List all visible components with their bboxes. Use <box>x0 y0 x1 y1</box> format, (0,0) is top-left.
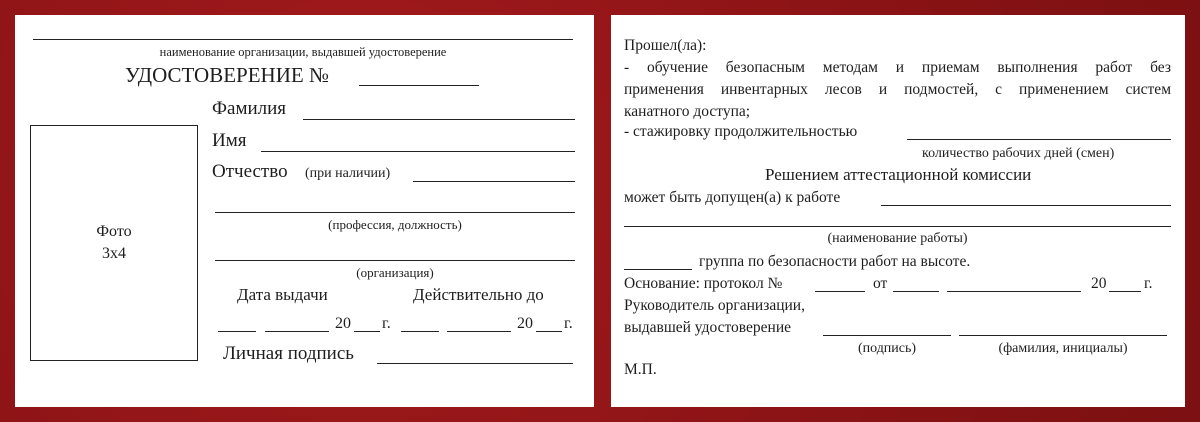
work-caption: (наименование работы) <box>827 231 968 246</box>
valid-day-line[interactable] <box>401 331 439 332</box>
admitted-work-line[interactable] <box>881 205 1171 206</box>
training-line-2: применения инвентарных лесов и подмостей, с применением систем <box>624 81 1171 98</box>
issue-day-line[interactable] <box>218 331 256 332</box>
stamp-label: М.П. <box>624 361 657 378</box>
head-label-1: Руководитель организации, <box>624 297 805 314</box>
org-caption: наименование организации, выдавшей удостоверение <box>159 45 447 59</box>
valid-year-suffix: г. <box>564 315 573 332</box>
passed-label: Прошел(ла): <box>624 37 707 54</box>
training-line-3: канатного доступа; <box>624 103 751 120</box>
admitted-label: может быть допущен(а) к работе <box>624 189 841 206</box>
issue-year-suffix: г. <box>382 315 391 332</box>
surname-line[interactable] <box>303 119 575 120</box>
from-label: от <box>873 275 888 292</box>
valid-until-label: Действительно до <box>413 285 544 304</box>
head-signature-line[interactable] <box>823 335 951 336</box>
signature-caption: (подпись) <box>857 341 917 356</box>
patronymic-label: Отчество <box>212 161 288 182</box>
org-name-line[interactable] <box>33 39 573 40</box>
issue-date-label: Дата выдачи <box>237 285 328 304</box>
surname-label: Фамилия <box>212 98 287 119</box>
training-line-1: - обучение безопасным методам и приемам выполнения работ без <box>624 59 1171 76</box>
profession-line[interactable] <box>215 212 575 213</box>
protocol-month-line[interactable] <box>947 291 1081 292</box>
protocol-year-line[interactable] <box>1109 291 1141 292</box>
patronymic-note: (при наличии) <box>305 166 391 181</box>
issue-year-prefix: 20 <box>335 315 351 332</box>
organization-line[interactable] <box>215 260 575 261</box>
patronymic-line[interactable] <box>413 181 575 182</box>
protocol-number-line[interactable] <box>815 291 865 292</box>
name-caption: (фамилия, инициалы) <box>998 341 1128 356</box>
signature-label: Личная подпись <box>223 343 354 364</box>
signature-line[interactable] <box>377 363 573 364</box>
protocol-year-prefix: 20 <box>1091 275 1107 292</box>
organization-caption: (организация) <box>356 265 434 280</box>
profession-caption: (профессия, должность) <box>328 217 462 232</box>
certificate-number-line[interactable] <box>359 85 479 86</box>
photo-placeholder <box>30 125 198 361</box>
commission-text: Решением аттестационной комиссии <box>765 165 1032 184</box>
issue-year-line[interactable] <box>354 331 380 332</box>
safety-group-text: группа по безопасности работ на высоте. <box>699 253 971 270</box>
protocol-day-line[interactable] <box>893 291 939 292</box>
certificate-front-page <box>15 15 594 407</box>
certificate-back-page <box>611 15 1185 407</box>
head-label-2: выдавшей удостоверение <box>624 319 792 336</box>
valid-year-prefix: 20 <box>517 315 533 332</box>
basis-label: Основание: протокол № <box>624 275 783 292</box>
internship-days-line[interactable] <box>907 139 1171 140</box>
valid-month-line[interactable] <box>447 331 511 332</box>
days-caption: количество рабочих дней (смен) <box>922 146 1115 161</box>
photo-label: Фото <box>96 223 132 240</box>
name-line[interactable] <box>261 151 575 152</box>
head-name-line[interactable] <box>959 335 1167 336</box>
issue-month-line[interactable] <box>265 331 329 332</box>
safety-group-line[interactable] <box>624 269 692 270</box>
protocol-year-suffix: г. <box>1144 275 1153 292</box>
certificate-title: УДОСТОВЕРЕНИЕ № <box>125 63 330 87</box>
valid-year-line[interactable] <box>536 331 562 332</box>
internship-label: - стажировку продолжительностью <box>624 123 858 140</box>
work-name-line[interactable] <box>624 226 1171 227</box>
name-label: Имя <box>212 130 247 151</box>
photo-size: 3x4 <box>102 245 126 262</box>
